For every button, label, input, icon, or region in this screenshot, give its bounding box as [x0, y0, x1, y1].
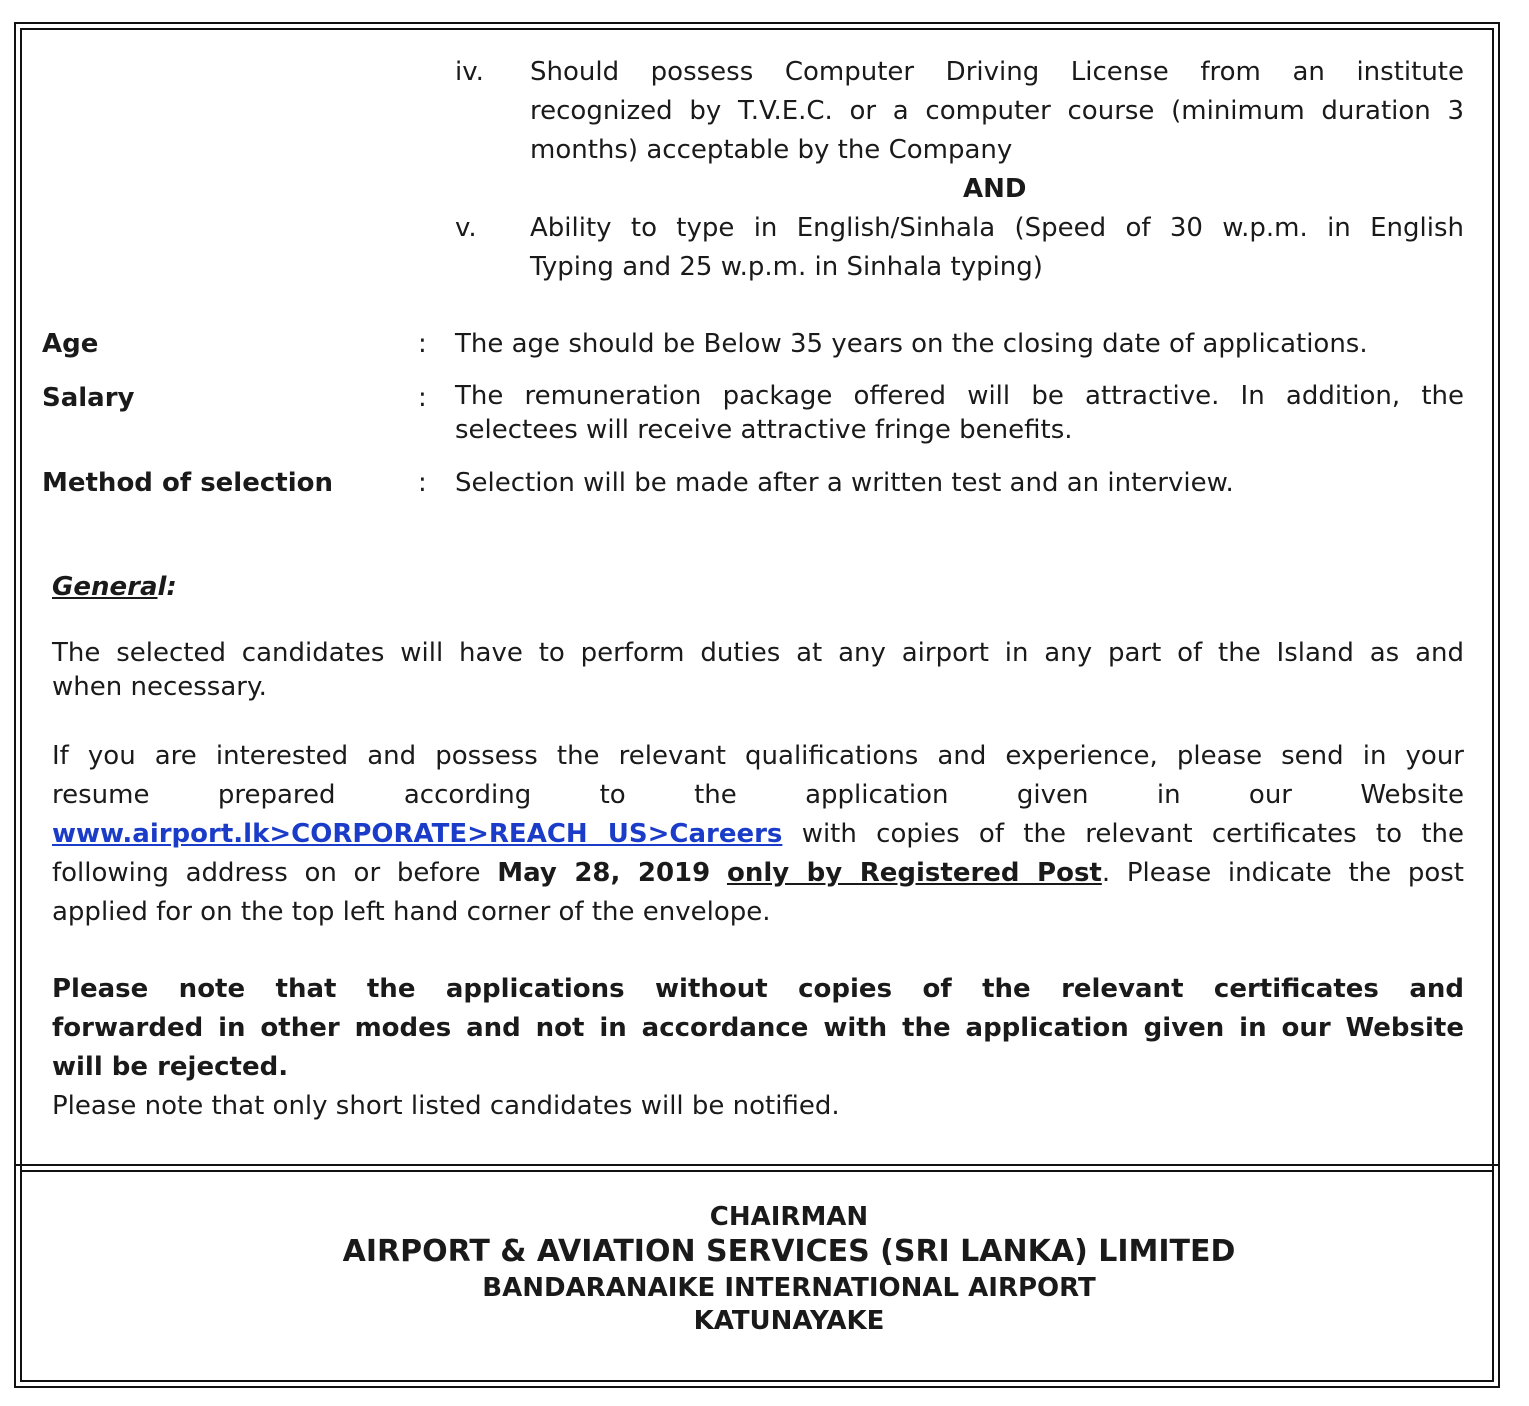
para2-line-4-end: . Please indicate the post — [1101, 858, 1464, 888]
application-deadline: May 28, 2019 — [497, 858, 711, 888]
general-heading-rest: l: — [157, 572, 177, 602]
careers-website-link[interactable]: www.airport.lk>CORPORATE>REACH US>Careers — [52, 819, 783, 849]
item-v-numeral: v. — [455, 213, 477, 243]
item-iv-line-2: recognized by T.V.E.C. or a computer course (minimum duration 3 — [530, 96, 1464, 126]
para2-line-3 — [52, 815, 1464, 854]
item-iv-line-1: Should possess Computer Driving License from an institute — [530, 57, 1464, 87]
and-conjunction: AND — [963, 174, 1027, 204]
footer-airport: BANDARANAIKE INTERNATIONAL AIRPORT — [482, 1273, 1096, 1303]
warning-line-1: Please note that the applications without copies of the relevant certificates and — [52, 974, 1464, 1004]
item-v-line-1: Ability to type in English/Sinhala (Speed of 30 w.p.m. in English — [530, 213, 1464, 243]
method-colon: : — [418, 468, 427, 498]
para2-line-3-rest: with copies of the relevant certificates to the — [782, 819, 1464, 849]
age-colon: : — [418, 329, 427, 359]
para2-line-1: If you are interested and possess the relevant qualifications and experience, please send in your — [52, 741, 1464, 771]
warning-line-2: forwarded in other modes and not in accordance with the application given in our Website — [52, 1013, 1464, 1043]
method-label: Method of selection — [42, 468, 333, 498]
general-heading — [52, 568, 177, 607]
para2-line-4-start: following address on or before — [52, 858, 498, 888]
footer-divider-top — [16, 1164, 1498, 1166]
shortlist-note: Please note that only short listed candidates will be notified. — [52, 1091, 840, 1121]
para2-line-2: resume prepared according to the application given in our Website — [52, 780, 1464, 810]
registered-post-note: only by Registered Post — [726, 858, 1102, 888]
item-iv-line-3: months) acceptable by the Company — [530, 135, 1013, 165]
item-v-line-2: Typing and 25 w.p.m. in Sinhala typing) — [530, 252, 1043, 282]
item-iv-numeral: iv. — [455, 57, 484, 87]
para2-line-5: applied for on the top left hand corner of the envelope. — [52, 897, 771, 927]
age-label: Age — [42, 329, 99, 359]
age-value: The age should be Below 35 years on the closing date of applications. — [455, 329, 1368, 359]
salary-label: Salary — [42, 383, 135, 413]
method-value: Selection will be made after a written test and an interview. — [455, 468, 1234, 498]
salary-line-2: selectees will receive attractive fringe benefits. — [455, 415, 1073, 445]
footer-title: CHAIRMAN — [709, 1202, 869, 1232]
footer-organization: AIRPORT & AVIATION SERVICES (SRI LANKA) LIMITED — [342, 1234, 1236, 1269]
salary-line-1: The remuneration package offered will be attractive. In addition, the — [455, 381, 1464, 411]
footer-city: KATUNAYAKE — [693, 1306, 885, 1336]
para1-line-2: when necessary. — [52, 672, 267, 702]
footer-divider-bottom — [20, 1170, 1494, 1172]
warning-line-3: will be rejected. — [52, 1052, 289, 1082]
salary-colon: : — [418, 383, 427, 413]
general-heading-underlined: Genera — [52, 572, 158, 602]
para1-line-1: The selected candidates will have to perform duties at any airport in any part of the Island as and — [52, 638, 1464, 668]
para2-line-4 — [52, 854, 1464, 893]
